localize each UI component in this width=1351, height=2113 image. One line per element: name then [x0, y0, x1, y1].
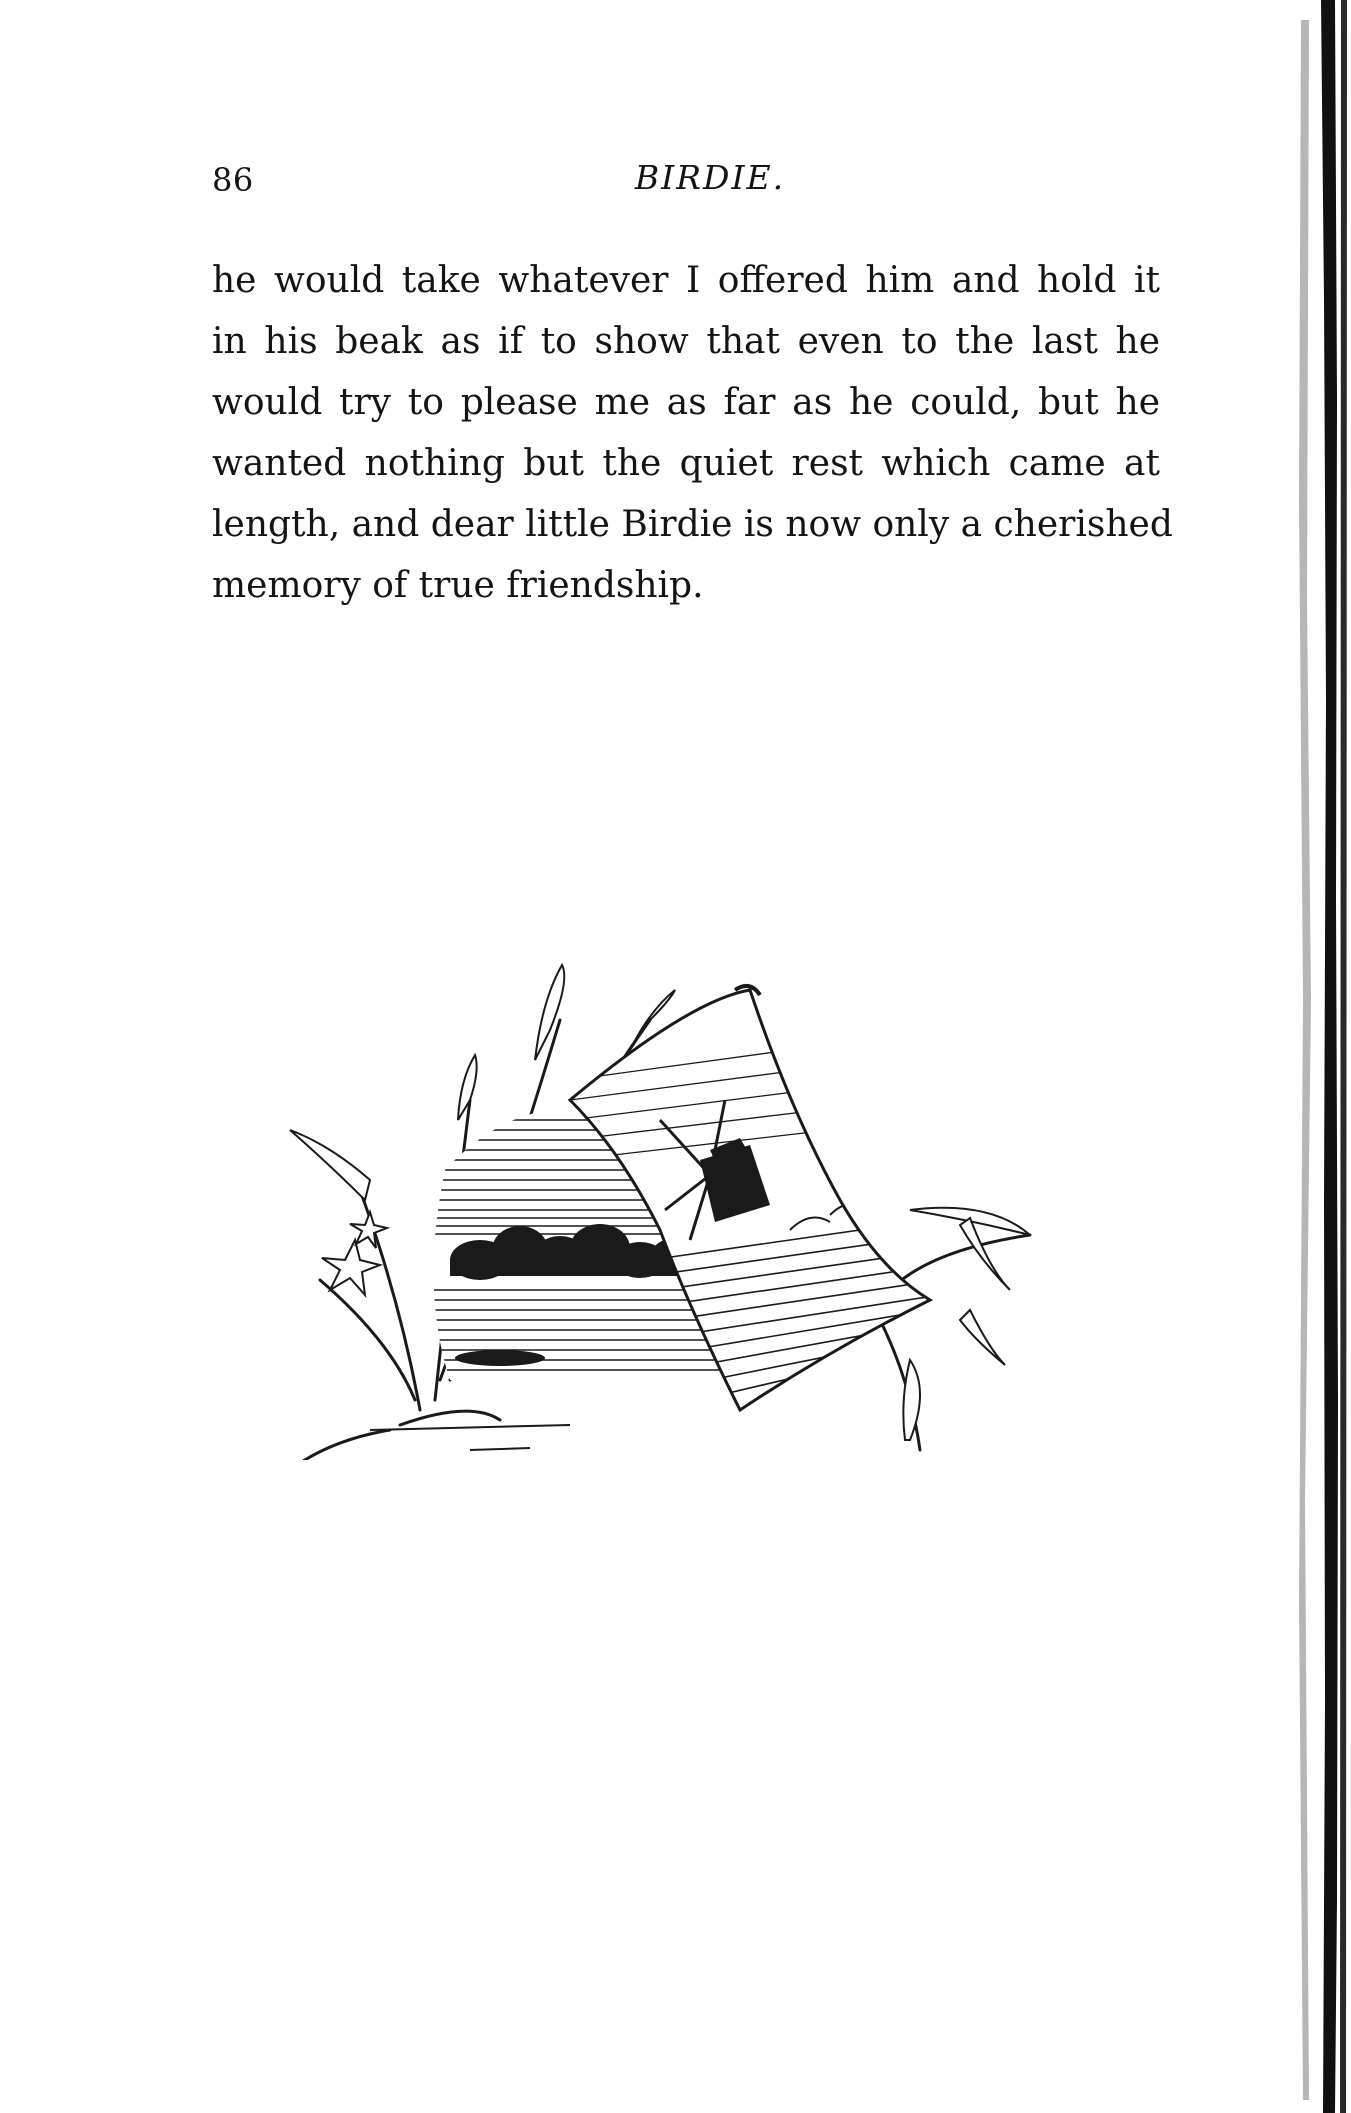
text-line: length, and dear little Birdie is now only a cherished: [212, 504, 1173, 545]
vignette-illustration: [270, 960, 1070, 1460]
binding-edge: [1291, 0, 1351, 2113]
page-number: 86: [212, 161, 254, 199]
running-title: BIRDIE.: [634, 158, 786, 197]
text-line: he would take whatever I offered him and hold it: [212, 260, 1160, 301]
text-line: in his beak as if to show that even to the last he: [212, 321, 1160, 362]
text-line: would try to please me as far as he could, but he: [212, 382, 1160, 423]
text-line: wanted nothing but the quiet rest which came at: [212, 443, 1160, 484]
paragraph: [212, 250, 1173, 616]
star-flower: [322, 1212, 387, 1295]
text-line: memory of true friendship.: [212, 565, 704, 606]
